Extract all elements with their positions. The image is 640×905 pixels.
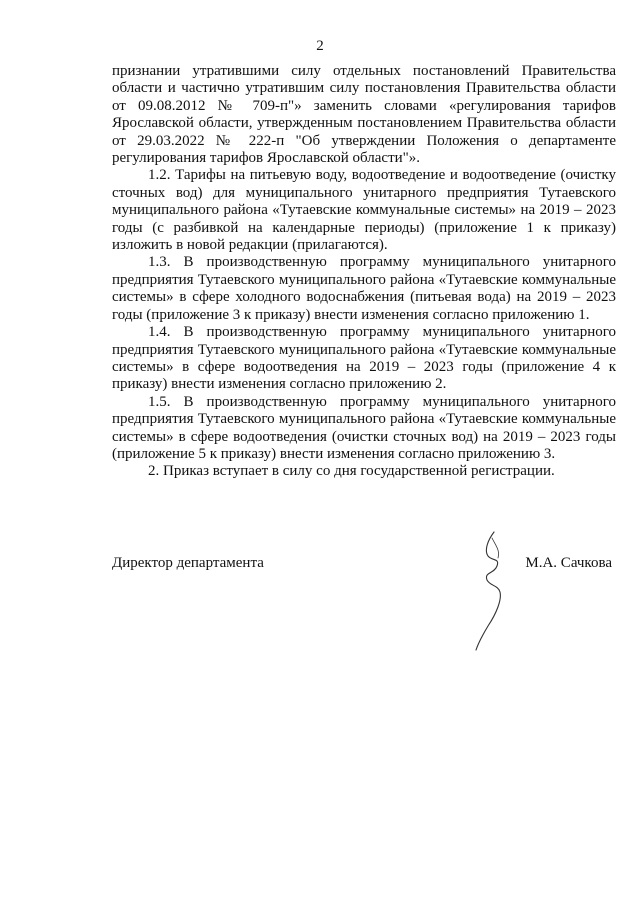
signature-block [112,555,616,575]
signer-position: Директор департамента [112,555,264,571]
signer-name: М.А. Сачкова [525,555,612,571]
paragraph-1-4: 1.4. В производственную программу муниципального унитарного предприятия Тутаевского муниципального района «Тутаевские коммунальные системы» в сфере водоотведения на 2019 – 2023 годы (приложение 4 к приказу) внести изменения согласно приложению 2. [112,324,616,393]
paragraph-continuation: признании утратившими силу отдельных постановлений Правительства области и частично утратившим силу постановления Правительства области от 09.08.2012 № 709-п"» заменить словами «регулирования тарифов Ярославской области, утвержденным постановлением Правительства области от 29.03.2022 № 222-п "Об утверждении Положения о департаменте регулирования тарифов Ярославской области"». [112,63,616,167]
page-number: 2 [316,38,324,54]
paragraph-1-3: 1.3. В производственную программу муниципального унитарного предприятия Тутаевского муниципального района «Тутаевские коммунальные системы» в сфере холодного водоснабжения (питьевая вода) на 2019 – 2023 годы (приложение 3 к приказу) внести изменения согласно приложению 1. [112,254,616,323]
handwritten-signature [470,528,530,653]
document-body [112,63,616,481]
paragraph-1-5: 1.5. В производственную программу муниципального унитарного предприятия Тутаевского муниципального района «Тутаевские коммунальные системы» в сфере водоотведения (очистки сточных вод) на 2019 – 2023 годы (приложение 5 к приказу) внести изменения согласно приложению 3. [112,393,616,462]
paragraph-2: 2. Приказ вступает в силу со дня государственной регистрации. [148,463,555,480]
paragraph-1-2: 1.2. Тарифы на питьевую воду, водоотведение и водоотведение (очистку сточных вод) для муниципального унитарного предприятия Тутаевского муниципального района «Тутаевские коммунальные системы» на 2019 – 2023 годы (с разбивкой на календарные периоды) (приложение 1 к приказу) изложить в новой редакции (прилагаются). [112,167,616,254]
